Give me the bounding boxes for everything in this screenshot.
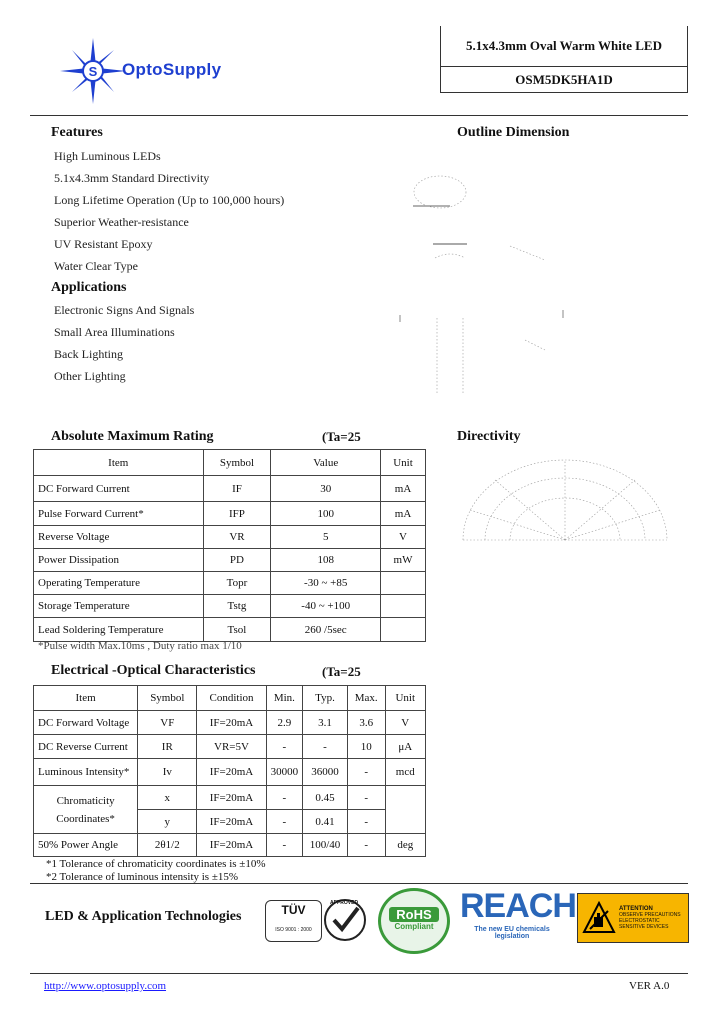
table-cell: Power Dissipation	[34, 549, 204, 572]
table-cell: mA	[381, 502, 426, 526]
table-row	[34, 549, 426, 572]
eo-table	[33, 685, 426, 857]
column-header: Item	[34, 450, 204, 476]
abs-max-footnote: *Pulse width Max.10ms , Duty ratio max 1/10	[38, 640, 242, 652]
table-cell: 5	[271, 526, 381, 549]
table-cell: -	[303, 735, 348, 759]
esd-hand-icon	[582, 901, 616, 935]
table-cell: -	[347, 786, 385, 810]
table-cell: 50% Power Angle	[34, 834, 138, 857]
table-cell: Tstg	[203, 595, 271, 618]
table-cell: Operating Temperature	[34, 572, 204, 595]
column-header: Typ.	[303, 686, 348, 711]
table-cell	[381, 618, 426, 642]
table-cell: 30	[271, 476, 381, 502]
table-cell: Reverse Voltage	[34, 526, 204, 549]
part-number: OSM5DK5HA1D	[515, 71, 613, 87]
table-cell: 2θ1/2	[138, 834, 197, 857]
column-header: Unit	[381, 450, 426, 476]
table-cell: Topr	[203, 572, 271, 595]
svg-text:S: S	[88, 64, 98, 79]
table-cell: VR	[203, 526, 271, 549]
table-cell: -40 ~ +100	[271, 595, 381, 618]
abs-max-condition: (Ta=25	[322, 429, 361, 444]
table-cell: deg	[385, 834, 425, 857]
eo-heading: Electrical -Optical Characteristics	[51, 663, 256, 678]
table-cell: 0.41	[303, 810, 348, 834]
brand-logo	[58, 36, 278, 106]
table-cell: Tsol	[203, 618, 271, 642]
table-row	[34, 476, 426, 502]
table-cell: DC Forward Voltage	[34, 711, 138, 735]
list-item: Superior Weather-resistance	[54, 215, 189, 229]
table-cell: IF=20mA	[197, 711, 266, 735]
brand-name: OptoSupply	[122, 60, 222, 79]
table-cell: IFP	[203, 502, 271, 526]
table-cell: 100	[271, 502, 381, 526]
table-row	[34, 711, 426, 735]
table-cell: IF=20mA	[197, 810, 266, 834]
column-header: Symbol	[138, 686, 197, 711]
tuv-badge-top: TÜV	[281, 903, 306, 917]
table-row	[34, 735, 426, 759]
table-header-row	[34, 450, 426, 476]
column-header: Symbol	[203, 450, 271, 476]
table-cell: 0.45	[303, 786, 348, 810]
table-row	[34, 526, 426, 549]
company-name: LED & Application Technologies	[45, 909, 242, 924]
title-box	[440, 26, 688, 93]
column-header: Value	[271, 450, 381, 476]
table-cell: 260 /5sec	[271, 618, 381, 642]
table-cell: VR=5V	[197, 735, 266, 759]
chromaticity-label-line1: Chromaticity	[56, 794, 115, 807]
rohs-sub: Compliant	[394, 922, 434, 931]
table-cell: IF=20mA	[197, 786, 266, 810]
table-cell	[381, 572, 426, 595]
list-item: High Luminous LEDs	[54, 149, 161, 163]
table-cell: Lead Soldering Temperature	[34, 618, 204, 642]
table-cell: -	[266, 786, 303, 810]
table-cell: VF	[138, 711, 197, 735]
table-cell: 108	[271, 549, 381, 572]
table-row	[34, 759, 426, 786]
approved-label: APPROVED	[330, 900, 359, 906]
eo-footnote-2: *2 Tolerance of luminous intensity is ±15%	[46, 871, 239, 883]
table-row	[34, 834, 426, 857]
list-item: 5.1x4.3mm Standard Directivity	[54, 171, 210, 185]
table-cell: V	[385, 711, 425, 735]
table-cell: 2.9	[266, 711, 303, 735]
features-list	[54, 149, 284, 281]
features-heading: Features	[51, 125, 103, 140]
directivity-chart	[455, 455, 675, 545]
reach-sub: The new EU chemicals legislation	[474, 926, 550, 940]
table-cell: IF=20mA	[197, 834, 266, 857]
eo-condition: (Ta=25	[322, 664, 361, 679]
table-cell: -30 ~ +85	[271, 572, 381, 595]
outline-drawing	[395, 150, 585, 410]
rohs-label: RoHS	[389, 907, 439, 922]
list-item: UV Resistant Epoxy	[54, 237, 153, 251]
table-row	[34, 595, 426, 618]
table-cell: 10	[347, 735, 385, 759]
table-row	[34, 786, 426, 810]
footer-divider	[30, 883, 688, 884]
table-cell: Storage Temperature	[34, 595, 204, 618]
website-link[interactable]: http://www.optosupply.com	[44, 980, 167, 992]
table-cell: -	[347, 834, 385, 857]
applications-heading: Applications	[51, 280, 127, 295]
esd-badge	[577, 893, 689, 943]
table-cell: -	[266, 834, 303, 857]
table-row	[34, 618, 426, 642]
list-item: Back Lighting	[54, 347, 123, 361]
version-label: VER A.0	[629, 980, 670, 992]
approved-badge	[322, 898, 368, 942]
esd-title: ATTENTION	[619, 906, 653, 912]
abs-max-table	[33, 449, 426, 642]
table-cell: V	[381, 526, 426, 549]
rohs-badge	[378, 888, 450, 954]
list-item: Small Area Illuminations	[54, 325, 175, 339]
table-cell: μA	[385, 735, 425, 759]
table-cell: -	[266, 735, 303, 759]
list-item: Long Lifetime Operation (Up to 100,000 hours)	[54, 193, 285, 207]
table-cell: 3.6	[347, 711, 385, 735]
table-cell: Luminous Intensity*	[34, 759, 138, 786]
applications-list	[54, 303, 194, 391]
table-cell: x	[138, 786, 197, 810]
table-cell: -	[266, 810, 303, 834]
outline-heading: Outline Dimension	[457, 125, 570, 140]
column-header: Condition	[197, 686, 266, 711]
tuv-badge	[265, 900, 322, 942]
table-cell: mW	[381, 549, 426, 572]
table-cell: mcd	[385, 759, 425, 786]
table-cell: Pulse Forward Current*	[34, 502, 204, 526]
table-cell	[34, 786, 138, 834]
table-cell: 3.1	[303, 711, 348, 735]
esd-text: OBSERVE PRECAUTIONS ELECTROSTATIC SENSITIVE DEVICES	[619, 912, 681, 930]
table-cell: 30000	[266, 759, 303, 786]
reach-label: REACH	[460, 887, 576, 925]
column-header: Max.	[347, 686, 385, 711]
product-title: 5.1x4.3mm Oval Warm White LED	[441, 26, 687, 67]
abs-max-heading: Absolute Maximum Rating	[51, 429, 214, 444]
chromaticity-label-line2: Coordinates*	[56, 812, 115, 825]
table-cell: PD	[203, 549, 271, 572]
table-cell: DC Forward Current	[34, 476, 204, 502]
table-cell: IF=20mA	[197, 759, 266, 786]
header-divider	[30, 115, 688, 116]
table-cell: mA	[381, 476, 426, 502]
column-header: Item	[34, 686, 138, 711]
eo-footnote-1: *1 Tolerance of chromaticity coordinates is ±10%	[46, 858, 266, 870]
table-row	[34, 502, 426, 526]
tuv-badge-bottom: ISO 9001 : 2000	[275, 927, 312, 933]
star-logo-icon	[58, 36, 128, 106]
list-item: Electronic Signs And Signals	[54, 303, 195, 317]
table-cell	[385, 786, 425, 834]
reach-badge	[460, 886, 576, 942]
table-cell: Iv	[138, 759, 197, 786]
table-cell: DC Reverse Current	[34, 735, 138, 759]
table-row	[34, 572, 426, 595]
table-cell: 36000	[303, 759, 348, 786]
list-item: Water Clear Type	[54, 259, 138, 273]
table-cell: -	[347, 810, 385, 834]
table-cell: y	[138, 810, 197, 834]
table-cell: IF	[203, 476, 271, 502]
column-header: Unit	[385, 686, 425, 711]
column-header: Min.	[266, 686, 303, 711]
table-cell: IR	[138, 735, 197, 759]
table-cell: 100/40	[303, 834, 348, 857]
directivity-heading: Directivity	[457, 429, 521, 444]
list-item: Other Lighting	[54, 369, 126, 383]
table-cell: -	[347, 759, 385, 786]
footer-bottom-divider	[30, 973, 688, 974]
table-cell	[381, 595, 426, 618]
table-header-row	[34, 686, 426, 711]
